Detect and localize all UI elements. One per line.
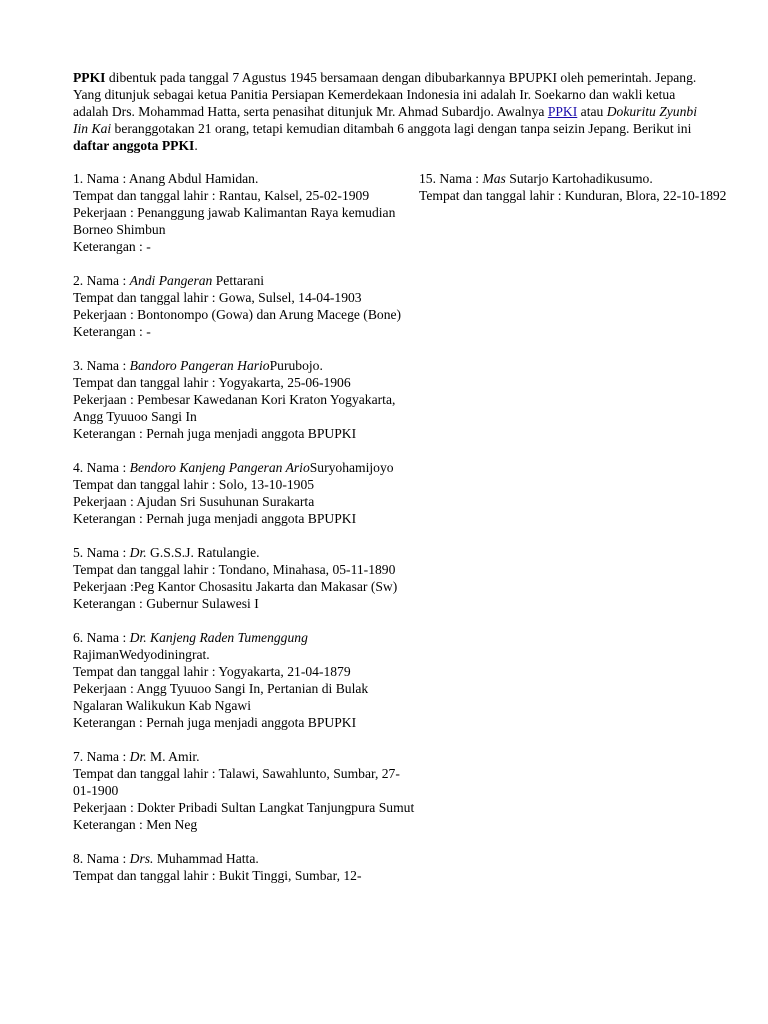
member-note: Keterangan : Gubernur Sulawesi I (73, 596, 259, 611)
member-name (73, 272, 415, 289)
member-birth: Tempat dan tanggal lahir : Tondano, Minahasa, 05-11-1890 (73, 562, 396, 577)
name-title: Drs. (129, 851, 154, 866)
name-title: Dr. Kanjeng Raden Tumenggung (129, 630, 308, 645)
member-entry (73, 748, 415, 833)
member-job: Pekerjaan : Pembesar Kawedanan Kori Kraton Yogyakarta, Angg Tyuuoo Sangi In (73, 392, 396, 424)
name-text: M. Amir. (146, 749, 200, 764)
member-birth: Tempat dan tanggal lahir : Gowa, Sulsel, 14-04-1903 (73, 290, 362, 305)
name-prefix: 8. Nama : (73, 851, 130, 866)
intro-paragraph (73, 69, 713, 154)
member-entry (419, 170, 744, 204)
member-birth: Tempat dan tanggal lahir : Yogyakarta, 21-04-1879 (73, 664, 351, 679)
intro-text-4: . (194, 138, 198, 153)
member-note: Keterangan : - (73, 239, 151, 254)
member-birth: Tempat dan tanggal lahir : Yogyakarta, 25-06-1906 (73, 375, 351, 390)
member-job: Pekerjaan : Ajudan Sri Susuhunan Surakarta (73, 494, 315, 509)
name-prefix: 6. Nama : (73, 630, 130, 645)
name-title: Bendoro Kanjeng Pangeran Ario (129, 460, 310, 475)
name-text: Sutarjo Kartohadikusumo. (505, 171, 653, 186)
member-birth: Tempat dan tanggal lahir : Kunduran, Blora, 22-10-1892 (419, 188, 727, 203)
member-entry (73, 357, 415, 442)
member-note: Keterangan : Pernah juga menjadi anggota BPUPKI (73, 715, 357, 730)
member-name (73, 170, 415, 187)
name-prefix: 4. Nama : (73, 460, 130, 475)
member-list-left (73, 170, 415, 901)
name-text: Suryohamijoyo (309, 460, 394, 475)
member-name (73, 459, 415, 476)
member-entry (73, 459, 415, 527)
member-name (73, 850, 415, 867)
member-birth: Tempat dan tanggal lahir : Bukit Tinggi, Sumbar, 12- (73, 868, 362, 883)
member-name (419, 170, 744, 187)
member-birth: Tempat dan tanggal lahir : Rantau, Kalsel, 25-02-1909 (73, 188, 370, 203)
name-title: Dr. (129, 545, 147, 560)
ppki-link[interactable]: PPKI (547, 104, 578, 119)
name-title: Bandoro Pangeran Hario (129, 358, 270, 373)
name-text: Anang Abdul Hamidan. (128, 171, 259, 186)
member-name (73, 748, 415, 765)
member-name (73, 544, 415, 561)
member-list-right (419, 170, 744, 221)
name-text: G.S.S.J. Ratulangie. (146, 545, 260, 560)
name-title: Mas (482, 171, 506, 186)
member-birth: Tempat dan tanggal lahir : Talawi, Sawahlunto, Sumbar, 27-01-1900 (73, 766, 400, 798)
name-prefix: 2. Nama : (73, 273, 130, 288)
ppki-heading: PPKI (73, 70, 106, 85)
intro-bold-end: daftar anggota PPKI (73, 138, 195, 153)
name-prefix: 7. Nama : (73, 749, 130, 764)
name-text: RajimanWedyodiningrat. (73, 647, 210, 662)
member-job: Pekerjaan : Angg Tyuuoo Sangi In, Pertanian di Bulak Ngalaran Walikukun Kab Ngawi (73, 681, 369, 713)
intro-text-1: dibentuk pada tanggal 7 Agustus 1945 bersamaan dengan dibubarkannya BPUPKI oleh pemerintah. Jepang. Yang ditunjuk sebagai ketua Panitia Persiapan Kemerdekaan Indonesia ini adalah Ir. Soekarno dan wakli ketua adalah Drs. Mohammad Hatta, serta penasihat ditunjuk Mr. Ahmad Subardjo. Awalnya (73, 70, 697, 119)
member-job: Pekerjaan :Peg Kantor Chosasitu Jakarta dan Makasar (Sw) (73, 579, 398, 594)
member-job: Pekerjaan : Dokter Pribadi Sultan Langkat Tanjungpura Sumut (73, 800, 415, 815)
name-text: Purubojo. (269, 358, 323, 373)
name-prefix: 1. Nama : (73, 171, 129, 186)
member-entry (73, 544, 415, 612)
member-entry (73, 850, 415, 884)
name-prefix: 5. Nama : (73, 545, 130, 560)
intro-text-2: atau (577, 104, 607, 119)
member-name (73, 629, 415, 663)
name-prefix: 3. Nama : (73, 358, 130, 373)
member-note: Keterangan : - (73, 324, 151, 339)
member-job: Pekerjaan : Penanggung jawab Kalimantan Raya kemudian Borneo Shimbun (73, 205, 396, 237)
member-entry (73, 170, 415, 255)
member-entry (73, 272, 415, 340)
name-title: Dr. (129, 749, 147, 764)
name-title: Andi Pangeran (129, 273, 213, 288)
intro-text-3: beranggotakan 21 orang, tetapi kemudian ditambah 6 anggota lagi dengan tanpa seizin Jepang. Berikut ini (111, 121, 692, 136)
member-birth: Tempat dan tanggal lahir : Solo, 13-10-1905 (73, 477, 315, 492)
name-text: Muhammad Hatta. (153, 851, 259, 866)
member-entry (73, 629, 415, 731)
member-job: Pekerjaan : Bontonompo (Gowa) dan Arung Macege (Bone) (73, 307, 402, 322)
member-note: Keterangan : Men Neg (73, 817, 198, 832)
intro-italic-term: Dokuritu Zyunbi Iin Kai (73, 104, 697, 136)
member-note: Keterangan : Pernah juga menjadi anggota BPUPKI (73, 426, 357, 441)
member-note: Keterangan : Pernah juga menjadi anggota BPUPKI (73, 511, 357, 526)
member-name (73, 357, 415, 374)
name-prefix: 15. Nama : (419, 171, 483, 186)
name-text: Pettarani (212, 273, 265, 288)
